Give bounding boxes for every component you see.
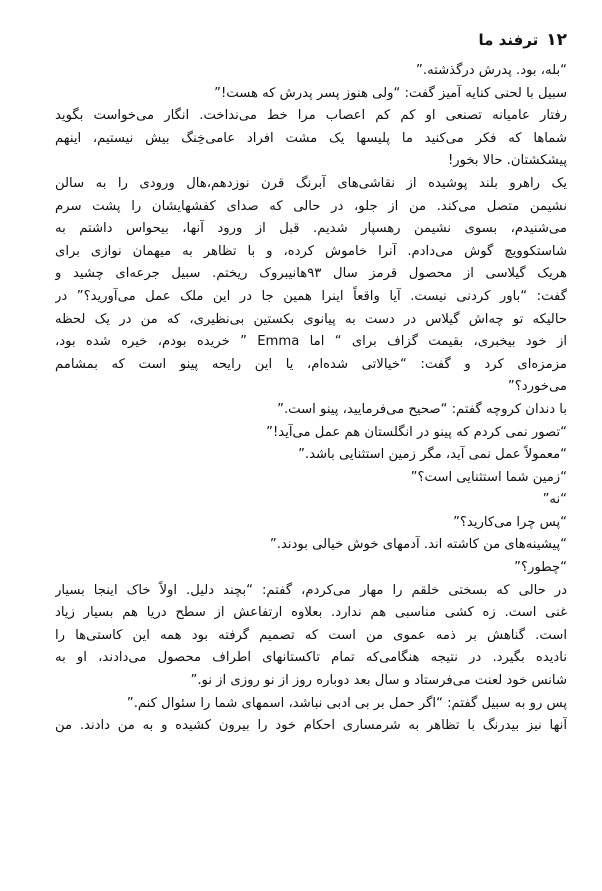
text-line: شماها که فکر می‌کنید ما پلیسها یک مشت افراد عامی‌خِنگ بیش نیستیم، اینهم — [55, 130, 567, 146]
text-line: پیشکشتان. حالا بخور! — [447, 153, 567, 169]
text-line: شاستکوویچ گوش می‌دادم. آنرا خاموش کرده، و با تظاهر به میهمان نوازی برای — [55, 243, 567, 259]
text-line: است. گناهش بر ذمه عموی من است که تصمیم گرفته بود همه این کاستی‌ها را — [55, 627, 567, 643]
text-line: می‌خورد؟” — [507, 379, 567, 395]
text-line: پس رو به سبیل گفتم: “اگر حمل بر بی ادبی نباشد، اسمهای شما را سئوال کنم.” — [126, 695, 567, 711]
text-line: “چطور؟” — [514, 560, 567, 576]
text-line: نشیمن متصل می‌کند. من از جلو، در حالی که صدای کفشهایشان را پشت سرم — [55, 198, 567, 214]
text-line: آنها نیز بیدرنگ با تظاهر به شرمساری احکام خود را بیرون کشیده و به من دادند. من — [55, 718, 567, 734]
text-line: “زمین شما استثنایی است؟” — [410, 469, 567, 485]
page-header — [55, 20, 567, 60]
text-line: یک راهرو بلند پوشیده از نقاشی‌های آبرنگ قرن نوزدهم،هال ورودی را به سالن — [55, 175, 567, 191]
text-line: “تصور نمی کردم که پینو در انگلستان هم عمل می‌آید!” — [266, 424, 567, 440]
text-line: گفت: “باور کردنی نیست. آیا واقعاً اینرا همین جا در این ملک عمل می‌آورید؟” در — [55, 288, 567, 304]
text-line: از خود بیخبری، بقیمت گزاف برای “ اما Emma ” خریده بودم، خیره شده بود، — [55, 334, 567, 350]
body-text — [55, 60, 567, 738]
text-line: حالیکه تو چه‌اش گیلاس در دست به پیانوی بکستین بی‌نظیری، که من در یک لحظه — [55, 311, 567, 327]
text-line: “پس چرا می‌کارید؟” — [453, 514, 567, 530]
text-line: مزمزه‌ای کرد و گفت: “خیالاتی شده‌ام، یا این رایحه پینو است که بمشامم — [55, 356, 567, 372]
text-line: شانس خود لعنت می‌فرستاد و سال بعد دوباره روز از نو روزی از نو.” — [190, 673, 567, 689]
text-line: با دندان کروچه گفتم: “صحیح می‌فرمایید، پینو است.” — [277, 401, 567, 417]
text-line: “معمولاً عمل نمی آید، مگر زمین استثنایی باشد.” — [298, 447, 567, 463]
text-line: سبیل با لحنی کنایه آمیز گفت: “ولی هنوز پسر پدرش که هست!” — [214, 85, 567, 101]
book-page — [55, 20, 567, 880]
text-line: “نه” — [542, 492, 567, 508]
running-title: ترفند ما — [478, 31, 539, 49]
text-line: هریک گیلاسی از محصول قرمز سال ۹۳هانیبروک ریختم. سبیل جرعه‌ای چشید و — [55, 266, 567, 282]
text-line: “بله، بود. پدرش درگذشته.” — [416, 63, 567, 78]
text-line: غنی است. زه کشی مناسبی هم ندارد. بعلاوه ارتفاعش از سطح دریا هم بسیار زیاد — [55, 605, 567, 621]
page-number: ۱۲ — [546, 30, 567, 50]
text-line: نادیده بگیرد. در نتیجه هنگامی‌که تمام تاکستانهای اطراف محصول می‌دادند، او به — [55, 650, 567, 666]
text-line: در حالی که بسختی خلقم را مهار می‌کردم، گفتم: “بچند دلیل. اولاً خاک اینجا بسیار — [55, 582, 567, 598]
text-line: رفتار عامیانه تصنعی او کم کم اعصاب مرا خط می‌نداخت. انگار می‌خواست بگوید — [55, 108, 567, 124]
text-line: “پیشینه‌های من کاشته اند. آدمهای خوش خیالی بودند.” — [269, 537, 567, 553]
text-line: می‌شنیدم، بسوی نشیمن رهسپار شدیم. قبل از ورود آنها، بیحواس داشتم به — [55, 221, 567, 237]
